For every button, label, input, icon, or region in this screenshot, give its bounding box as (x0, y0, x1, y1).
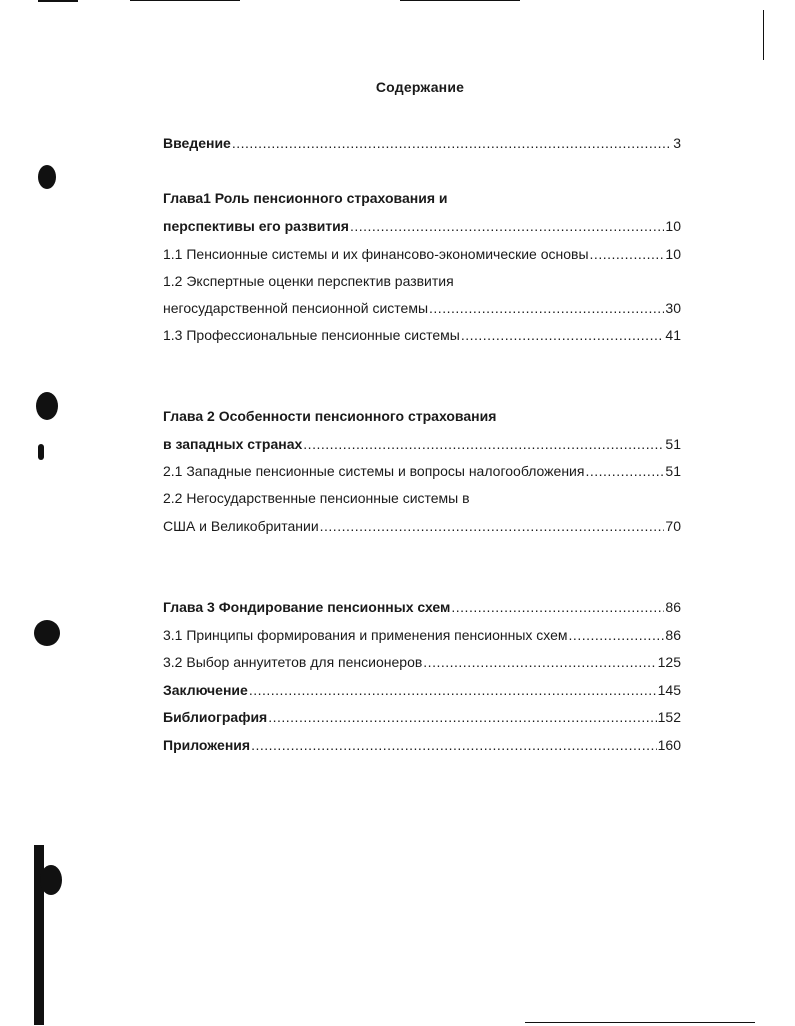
toc-entry-page: 51 (665, 436, 681, 452)
toc-entry-label: 2.1 Западные пенсионные системы и вопросы налогообложения (163, 463, 585, 479)
toc-entry-page: 70 (665, 518, 681, 534)
toc-entry-section-1-2[interactable] (163, 299, 681, 317)
punch-hole (34, 620, 60, 646)
toc-entry-page: 152 (657, 709, 681, 725)
toc-entry-label: Заключение (163, 682, 248, 698)
toc-entry-label: Введение (163, 135, 231, 151)
dot-leader (590, 245, 665, 263)
punch-hole (36, 392, 58, 420)
toc-entry-label: негосударственной пенсионной системы (163, 300, 429, 316)
toc-entry-section-1-3[interactable] (163, 326, 681, 344)
toc-entry-intro[interactable] (163, 134, 681, 152)
toc-entry-label: США и Великобритании (163, 518, 319, 534)
toc-entry-label: 1.1 Пенсионные системы и их финансово-экономические основы (163, 246, 589, 262)
section-heading-1-2: 1.2 Экспертные оценки перспектив развития (163, 273, 454, 289)
toc-entry-page: 41 (665, 327, 681, 343)
scan-mark-top (130, 0, 240, 1)
toc-entry-page: 3 (673, 135, 681, 151)
toc-entry-page: 86 (665, 627, 681, 643)
dot-leader (249, 681, 657, 699)
punch-hole (38, 165, 56, 189)
toc-entry-label: в западных странах (163, 436, 303, 452)
toc-entry-chapter-1[interactable] (163, 217, 681, 235)
toc-entry-page: 160 (657, 737, 681, 753)
toc-entry-page: 10 (665, 218, 681, 234)
toc-entry-page: 125 (657, 654, 681, 670)
scan-edge-right (763, 10, 764, 60)
toc-entry-section-2-1[interactable] (163, 462, 681, 480)
dot-leader (350, 217, 664, 235)
dot-leader (320, 517, 665, 535)
scan-mark (38, 444, 44, 460)
toc-entry-label: Библиография (163, 709, 268, 725)
chapter-heading-2: Глава 2 Особенности пенсионного страхования (163, 408, 497, 424)
scan-mark-top (400, 0, 520, 1)
dot-leader (429, 299, 664, 317)
dot-leader (232, 134, 672, 152)
dot-leader (303, 435, 664, 453)
dot-leader (251, 736, 657, 754)
scan-mark-top (38, 0, 78, 2)
toc-entry-conclusion[interactable] (163, 681, 681, 699)
toc-entry-section-1-1[interactable] (163, 245, 681, 263)
toc-entry-page: 51 (665, 463, 681, 479)
toc-entry-chapter-2[interactable] (163, 435, 681, 453)
toc-entry-bibliography[interactable] (163, 708, 681, 726)
toc-entry-label: 3.1 Принципы формирования и применения пенсионных схем (163, 627, 568, 643)
toc-entry-appendices[interactable] (163, 736, 681, 754)
toc-entry-page: 145 (657, 682, 681, 698)
chapter-heading-1: Глава1 Роль пенсионного страхования и (163, 190, 448, 206)
scan-mark-bottom (525, 1022, 755, 1023)
section-heading-2-2: 2.2 Негосударственные пенсионные системы в (163, 490, 470, 506)
scan-edge-left (40, 865, 62, 895)
toc-entry-label: перспективы его развития (163, 218, 349, 234)
toc-entry-section-2-2[interactable] (163, 517, 681, 535)
dot-leader (451, 598, 664, 616)
dot-leader (569, 626, 665, 644)
toc-entry-section-3-2[interactable] (163, 653, 681, 671)
toc-entry-label: Глава 3 Фондирование пенсионных схем (163, 599, 451, 615)
page-title: Содержание (375, 79, 465, 95)
dot-leader (268, 708, 656, 726)
toc-entry-section-3-1[interactable] (163, 626, 681, 644)
toc-entry-label: Приложения (163, 737, 251, 753)
toc-entry-chapter-3[interactable] (163, 598, 681, 616)
dot-leader (585, 462, 664, 480)
toc-entry-label: 3.2 Выбор аннуитетов для пенсионеров (163, 654, 423, 670)
dot-leader (461, 326, 665, 344)
toc-entry-page: 86 (665, 599, 681, 615)
toc-entry-page: 10 (665, 246, 681, 262)
dot-leader (423, 653, 656, 671)
toc-entry-page: 30 (665, 300, 681, 316)
toc-entry-label: 1.3 Профессиональные пенсионные системы (163, 327, 460, 343)
